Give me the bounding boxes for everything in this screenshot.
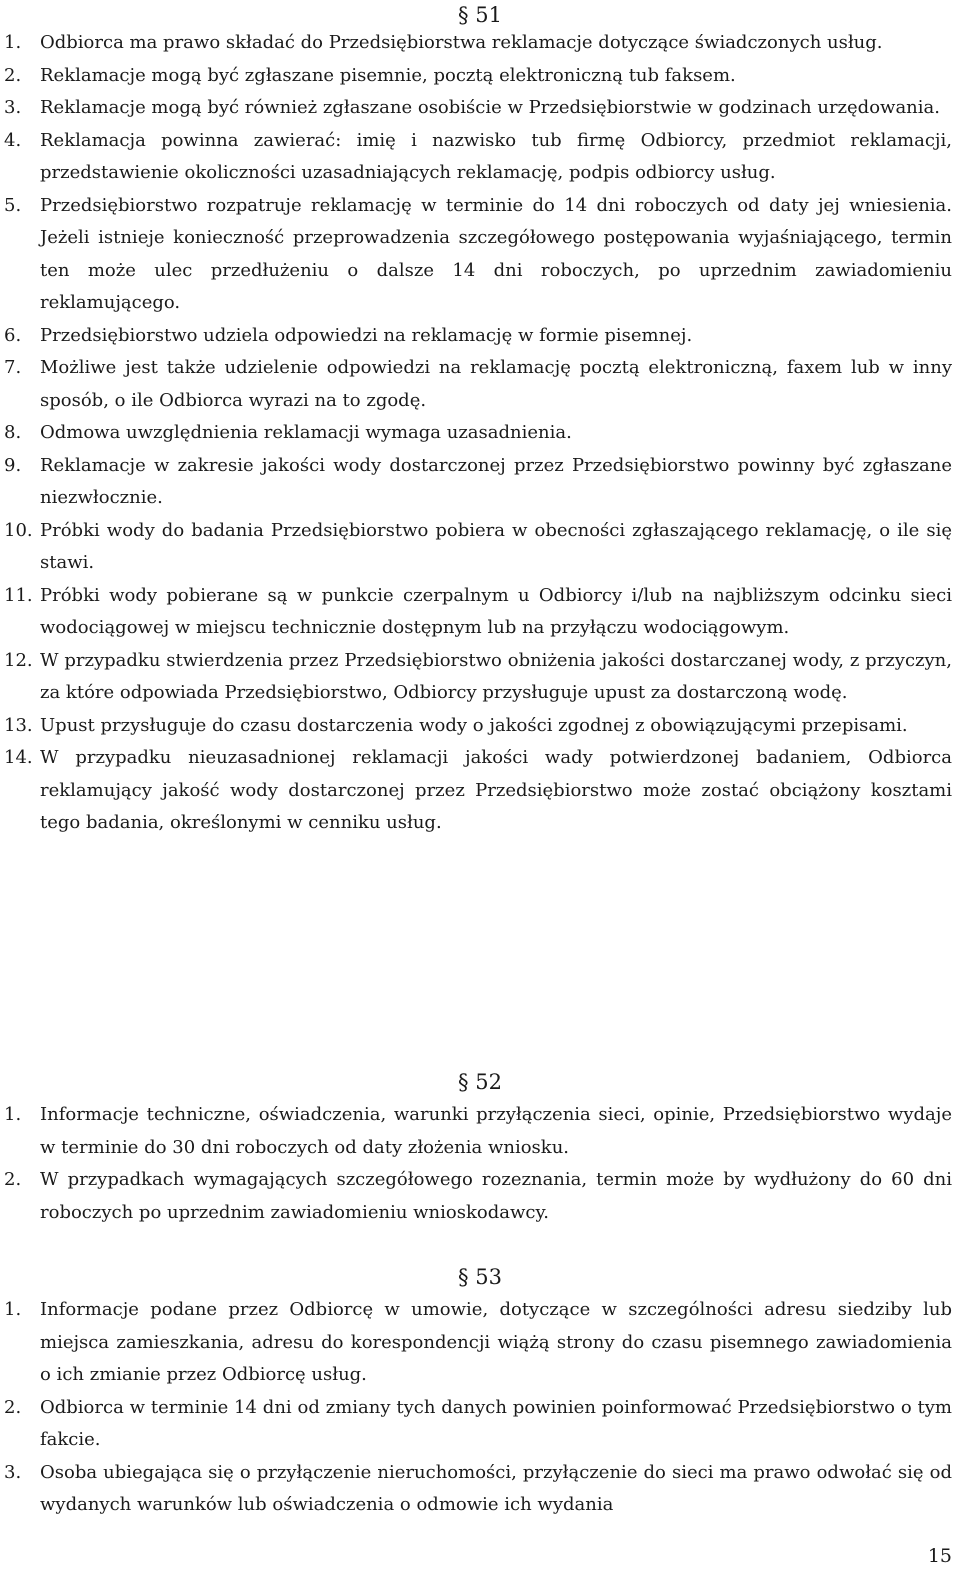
item-list xyxy=(0,1099,960,1229)
item-number: 12. xyxy=(4,649,33,671)
list-item xyxy=(0,352,960,417)
list-item xyxy=(0,450,960,515)
item-number: 10. xyxy=(4,519,33,541)
item-text: Przedsiębiorstwo udziela odpowiedzi na reklamację w formie pisemnej. xyxy=(40,324,693,346)
item-number: 14. xyxy=(4,747,33,768)
item-text: Upust przysługuje do czasu dostarczenia wody o jakości zgodnej z obowiązującymi przepisami. xyxy=(40,714,908,736)
item-text: Reklamacje mogą być zgłaszane pisemnie, pocztą elektroniczną tub faksem. xyxy=(40,64,736,86)
item-number: 2. xyxy=(4,1396,22,1418)
item-text: Informacje podane przez Odbiorcę w umowie, dotyczące w szczególności adresu siedziby lub miejsca zamieszkania, adresu do korespondencji wiążą strony do czasu pisemnego zawiadomienia o ich zmianie przez Odbiorcę usług. xyxy=(40,1299,952,1385)
item-list xyxy=(0,27,960,840)
item-number: 1. xyxy=(4,1299,22,1320)
item-number: 1. xyxy=(4,1104,22,1125)
item-text: Odmowa uwzględnienia reklamacji wymaga uzasadnienia. xyxy=(40,422,572,443)
item-text: W przypadkach wymagających szczegółowego rozeznania, termin może by wydłużony do 60 dni roboczych po uprzednim zawiadomieniu wnioskodawcy. xyxy=(40,1169,952,1223)
item-text: Próbki wody pobierane są w punkcie czerpalnym u Odbiorcy i/lub na najbliższym odcinku sieci wodociągowej w miejscu technicznie dostępnym lub na przyłączu wodociągowym. xyxy=(40,584,952,638)
item-number: 13. xyxy=(4,714,33,736)
item-text: Informacje techniczne, oświadczenia, warunki przyłączenia sieci, opinie, Przedsiębiorstwo wydaje w terminie do 30 dni roboczych od daty złożenia wniosku. xyxy=(40,1104,952,1158)
item-text: Próbki wody do badania Przedsiębiorstwo pobiera w obecności zgłaszającego reklamację, o ile się stawi. xyxy=(40,519,952,573)
list-item xyxy=(0,742,960,840)
list-item xyxy=(0,1294,960,1392)
item-number: 2. xyxy=(4,1169,22,1190)
item-text: Reklamacja powinna zawierać: imię i nazwisko tub firmę Odbiorcy, przedmiot reklamacji, przedstawienie okoliczności uzasadniających reklamację, podpis odbiorcy usług. xyxy=(40,129,952,183)
list-item xyxy=(0,1392,960,1457)
list-item xyxy=(0,125,960,190)
list-item xyxy=(0,92,960,125)
item-list xyxy=(0,1294,960,1522)
list-item xyxy=(0,417,960,450)
section-heading: § 53 xyxy=(458,1265,502,1289)
item-text: W przypadku stwierdzenia przez Przedsiębiorstwo obniżenia jakości dostarczanej wody, z przyczyn, za które odpowiada Przedsiębiorstwo, Odbiorcy przysługuje upust za dostarczoną wodę. xyxy=(40,649,952,703)
item-text: Osoba ubiegająca się o przyłączenie nieruchomości, przyłączenie do sieci ma prawo odwołać się od wydanych warunków lub oświadczenia o odmowie ich wydania xyxy=(40,1461,952,1515)
item-number: 11. xyxy=(4,584,33,606)
item-text: Przedsiębiorstwo rozpatruje reklamację w terminie do 14 dni roboczych od daty jej wniesienia. Jeżeli istnieje konieczność przeprowadzenia szczegółowego postępowania wyjaśniającego, termin ten może ulec przedłużeniu o dalsze 14 dni roboczych, po uprzednim zawiadomieniu reklamującego. xyxy=(40,194,952,313)
section-heading: § 51 xyxy=(458,3,502,27)
list-item xyxy=(0,60,960,93)
item-number: 3. xyxy=(4,97,22,118)
list-item xyxy=(0,1164,960,1229)
list-item xyxy=(0,1457,960,1522)
item-number: 7. xyxy=(4,357,22,378)
list-item xyxy=(0,515,960,580)
item-number: 9. xyxy=(4,454,22,476)
item-number: 6. xyxy=(4,324,22,346)
item-number: 8. xyxy=(4,422,22,443)
item-text: Odbiorca w terminie 14 dni od zmiany tych danych powinien poinformować Przedsiębiorstwo o tym fakcie. xyxy=(40,1396,952,1450)
item-number: 1. xyxy=(4,32,22,53)
item-number: 4. xyxy=(4,129,22,151)
item-text: Reklamacje mogą być również zgłaszane osobiście w Przedsiębiorstwie w godzinach urzędowania. xyxy=(40,97,940,118)
list-item xyxy=(0,27,960,60)
list-item xyxy=(0,580,960,645)
list-item xyxy=(0,320,960,353)
list-item xyxy=(0,1099,960,1164)
list-item xyxy=(0,190,960,320)
item-text: Możliwe jest także udzielenie odpowiedzi na reklamację pocztą elektroniczną, faxem lub w inny sposób, o ile Odbiorca wyrazi na to zgodę. xyxy=(40,357,952,411)
item-text: Reklamacje w zakresie jakości wody dostarczonej przez Przedsiębiorstwo powinny być zgłaszane niezwłocznie. xyxy=(40,454,952,508)
list-item xyxy=(0,710,960,743)
list-item xyxy=(0,645,960,710)
item-number: 2. xyxy=(4,64,22,86)
section-53 xyxy=(0,1262,960,1522)
item-text: W przypadku nieuzasadnionej reklamacji jakości wady potwierdzonej badaniem, Odbiorca reklamujący jakość wody dostarczonej przez Przedsiębiorstwo może zostać obciążony kosztami tego badania, określonymi w cenniku usług. xyxy=(40,747,952,833)
page-number: 15 xyxy=(927,1545,952,1567)
item-number: 3. xyxy=(4,1461,22,1483)
item-text: Odbiorca ma prawo składać do Przedsiębiorstwa reklamacje dotyczące świadczonych usług. xyxy=(40,32,883,53)
item-number: 5. xyxy=(4,194,22,216)
section-heading: § 52 xyxy=(458,1070,502,1094)
section-52 xyxy=(0,1067,960,1229)
